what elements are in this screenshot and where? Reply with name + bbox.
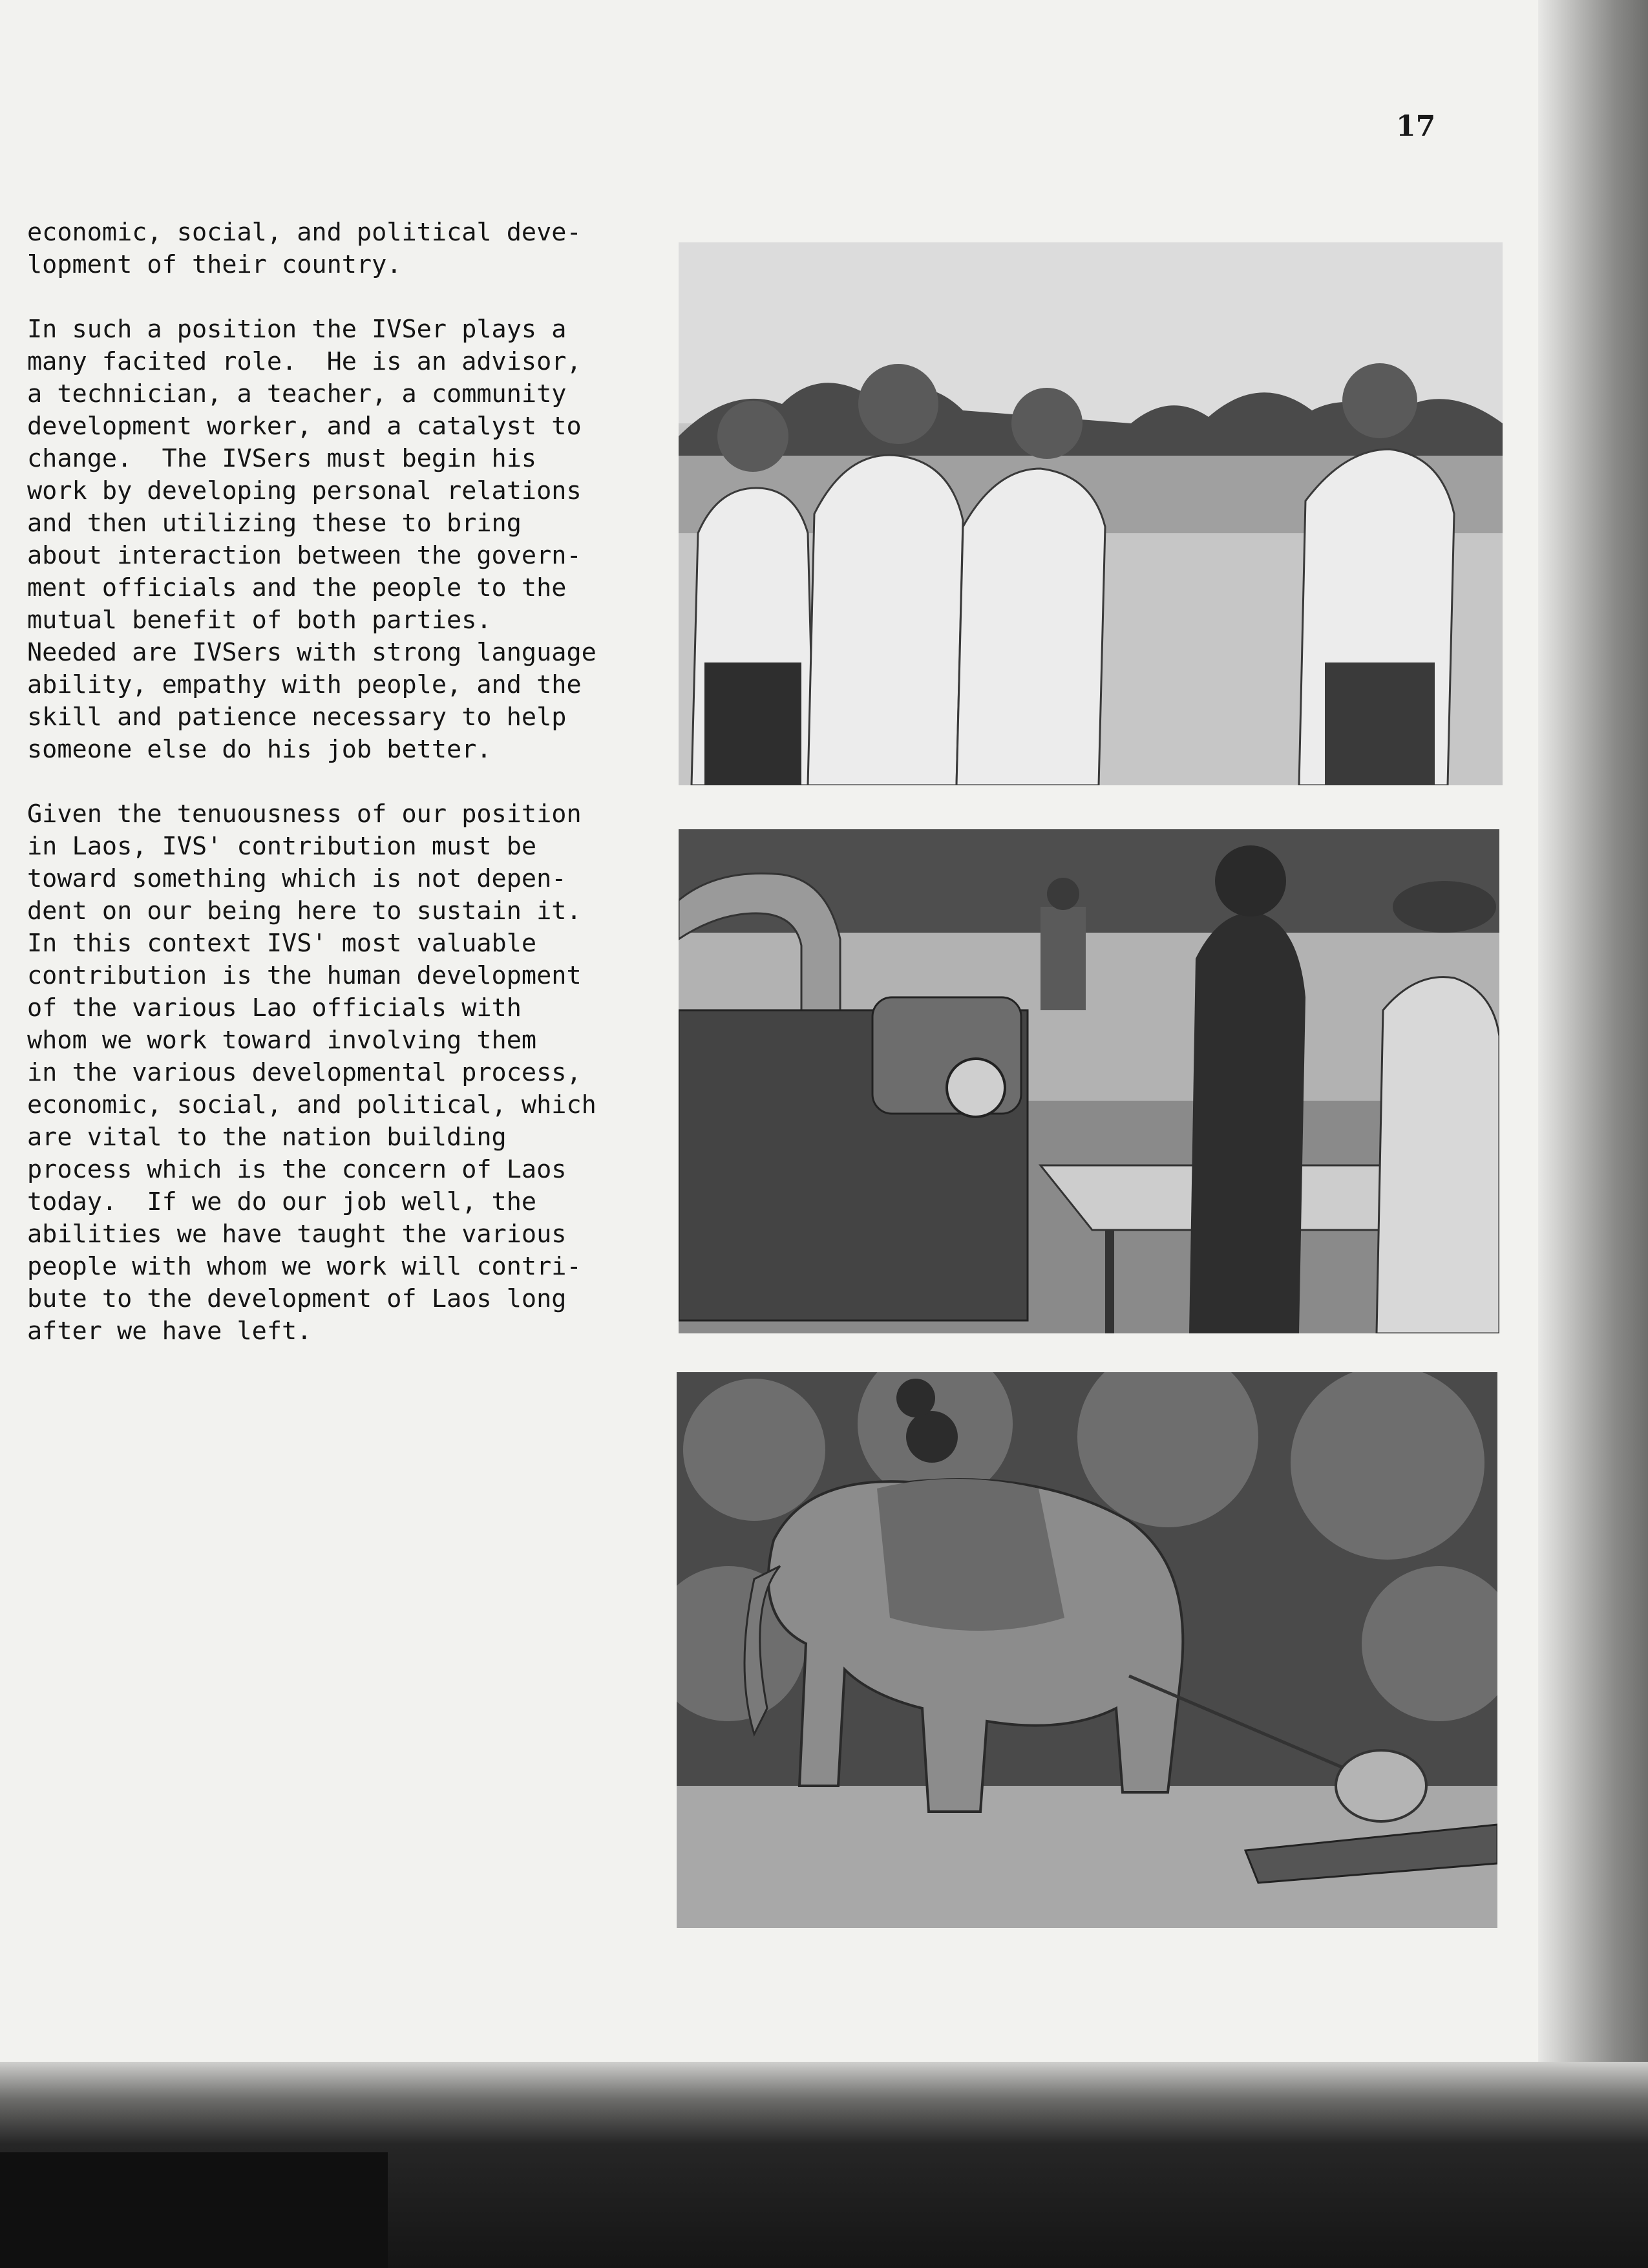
photo-men-in-field xyxy=(679,242,1503,785)
paragraph-ivser-role: In such a position the IVSer plays a many facited role. He is an advisor, a technician, a teacher, a community development worker, and a catalyst to change. The IVSers must begin his work by developing personal relations and then utilizing these to bring about interaction between the govern- ment officials and the people to the mutual benefit of both parties. Needed are IVSers with strong language ability, empathy with people, and the skill and patience necessary to help someone else do his job better. xyxy=(27,315,597,764)
scanner-background xyxy=(0,2152,388,2268)
paragraph-ivs-contribution: Given the tenuousness of our position in Laos, IVS' contribution must be toward something which is not depen- dent on our being here to sustain it. In this context IVS' most valuable contribution is the human development of the various Lao officials with whom we work toward involving them in the various developmental process, economic, social, and political, which are vital to the nation building process which is the concern of Laos today. If we do our job well, the abilities we have taught the various people with whom we work will contri- bute to the development of Laos long after we have left. xyxy=(27,800,597,1346)
photo-elephant-hauling-log xyxy=(677,1372,1497,1928)
page-number: 17 xyxy=(1396,110,1436,143)
page-edge-shadow xyxy=(1538,0,1648,2268)
paragraph-continuation: economic, social, and political deve- lopment of their country. xyxy=(27,218,582,279)
body-text-column xyxy=(27,217,660,1380)
photo-threshing-machine xyxy=(679,829,1499,1333)
